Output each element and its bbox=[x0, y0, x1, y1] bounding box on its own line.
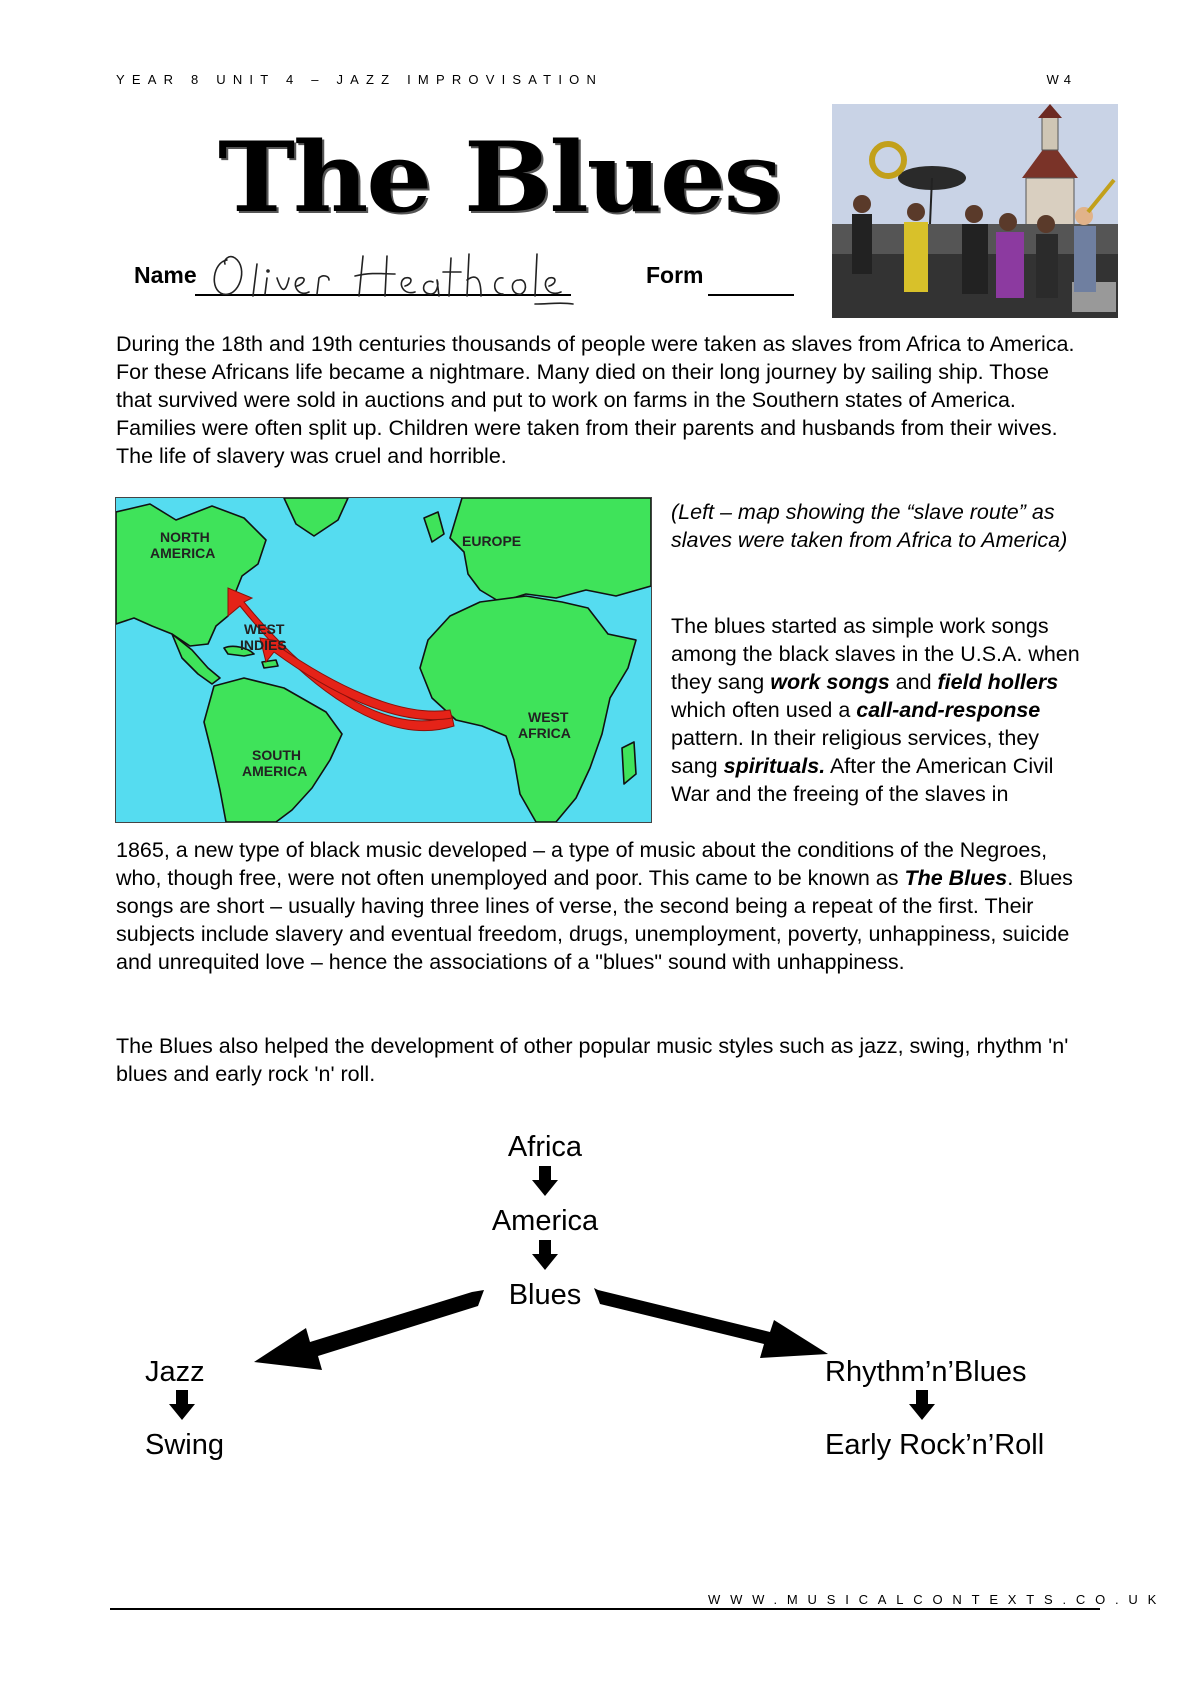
map-label-south: SOUTH bbox=[252, 747, 301, 763]
term-the-blues: The Blues bbox=[904, 866, 1008, 890]
map-caption: (Left – map showing the “slave route” as slaves were taken from Africa to America) bbox=[671, 500, 1068, 552]
form-blank bbox=[708, 294, 794, 296]
blues-origin-paragraph bbox=[671, 612, 1091, 808]
form-label: Form bbox=[646, 262, 704, 288]
name-label: Name bbox=[134, 262, 197, 288]
arrow-jazz-swing bbox=[169, 1390, 195, 1420]
flow-rhythm-n-blues: Rhythm’n’Blues bbox=[825, 1356, 1027, 1388]
closing-paragraph: The Blues also helped the development of other popular music styles such as jazz, swing, rhythm 'n' blues and early rock 'n' roll. bbox=[116, 1034, 1069, 1086]
arrow-america-blues bbox=[532, 1240, 558, 1270]
map-label-west-africa-1: WEST bbox=[528, 709, 569, 725]
body-text: After the American Civil War and the freeing of the slaves in bbox=[671, 754, 1054, 806]
handwritten-name bbox=[205, 238, 585, 308]
body-text: and bbox=[889, 670, 938, 694]
body-text: pattern. In their religious services, they sang bbox=[671, 726, 1040, 778]
map-label-west-indies-2: INDIES bbox=[240, 637, 287, 653]
arrow-blues-jazz bbox=[254, 1290, 484, 1370]
flow-africa: Africa bbox=[507, 1131, 583, 1163]
body-text: 1865, a new type of black music developed – a type of music about the conditions of the Negroes, who, though free, were not often unemployed and poor. This came to be known as bbox=[116, 838, 1048, 890]
flow-early-rock-n-roll: Early Rock’n’Roll bbox=[825, 1429, 1045, 1461]
arrow-blues-rnb bbox=[594, 1288, 828, 1358]
map-label-west-africa-2: AFRICA bbox=[518, 725, 571, 741]
arrow-rnb-rock bbox=[909, 1390, 935, 1420]
map-label-europe: EUROPE bbox=[462, 533, 522, 549]
worksheet-code: W4 bbox=[1046, 72, 1076, 87]
flow-blues: Blues bbox=[508, 1279, 582, 1311]
jazz-funeral-clipart bbox=[832, 104, 1118, 318]
map-label-america: AMERICA bbox=[150, 545, 216, 561]
body-text: The blues started as simple work songs among the black slaves in the U.S.A. when they sang bbox=[671, 614, 1080, 694]
flow-america: America bbox=[491, 1205, 599, 1237]
slave-route-map bbox=[115, 497, 652, 823]
body-text: which often used a bbox=[671, 698, 857, 722]
arrow-africa-america bbox=[532, 1166, 558, 1196]
map-europe bbox=[450, 498, 651, 602]
term-call-and-response: call-and-response bbox=[856, 698, 1041, 722]
map-caribbean-isles bbox=[262, 660, 278, 668]
flow-jazz: Jazz bbox=[145, 1356, 205, 1388]
term-field-hollers: field hollers bbox=[937, 670, 1059, 694]
flow-swing: Swing bbox=[145, 1429, 224, 1461]
page-title: The Blues bbox=[218, 121, 780, 234]
body-text: . Blues songs are short – usually having three lines of verse, the second being a repeat of the first. Their subjects include slavery and eventual freedom, drugs, unemployment, poverty, unhappiness, suicide and unrequited love – hence the associations of a "blues" sound with unhappiness. bbox=[116, 866, 1073, 974]
unit-header bbox=[116, 72, 1076, 87]
footer-rule bbox=[110, 1608, 1100, 1610]
map-label-west-indies-1: WEST bbox=[244, 621, 285, 637]
music-lineage-diagram bbox=[110, 1130, 1090, 1490]
blues-history-paragraph bbox=[116, 836, 1076, 976]
footer-website: WWW.MUSICALCONTEXTS.CO.UK bbox=[708, 1592, 1167, 1607]
term-spirituals: spirituals. bbox=[723, 754, 826, 778]
map-label-south-america: AMERICA bbox=[242, 763, 308, 779]
term-work-songs: work songs bbox=[770, 670, 890, 694]
map-label-north: NORTH bbox=[160, 529, 210, 545]
unit-title: YEAR 8 UNIT 4 – JAZZ IMPROVISATION bbox=[116, 72, 604, 87]
intro-paragraph: During the 18th and 19th centuries thousands of people were taken as slaves from Africa to America. For these Africans life became a nightmare. Many died on their long journey by sailing ship. Those that survived were sold in auctions and put to work on farms in the Southern states of America. Families were often split up. Children were taken from their parents and husbands from their wives. The life of slavery was cruel and horrible. bbox=[116, 332, 1075, 468]
